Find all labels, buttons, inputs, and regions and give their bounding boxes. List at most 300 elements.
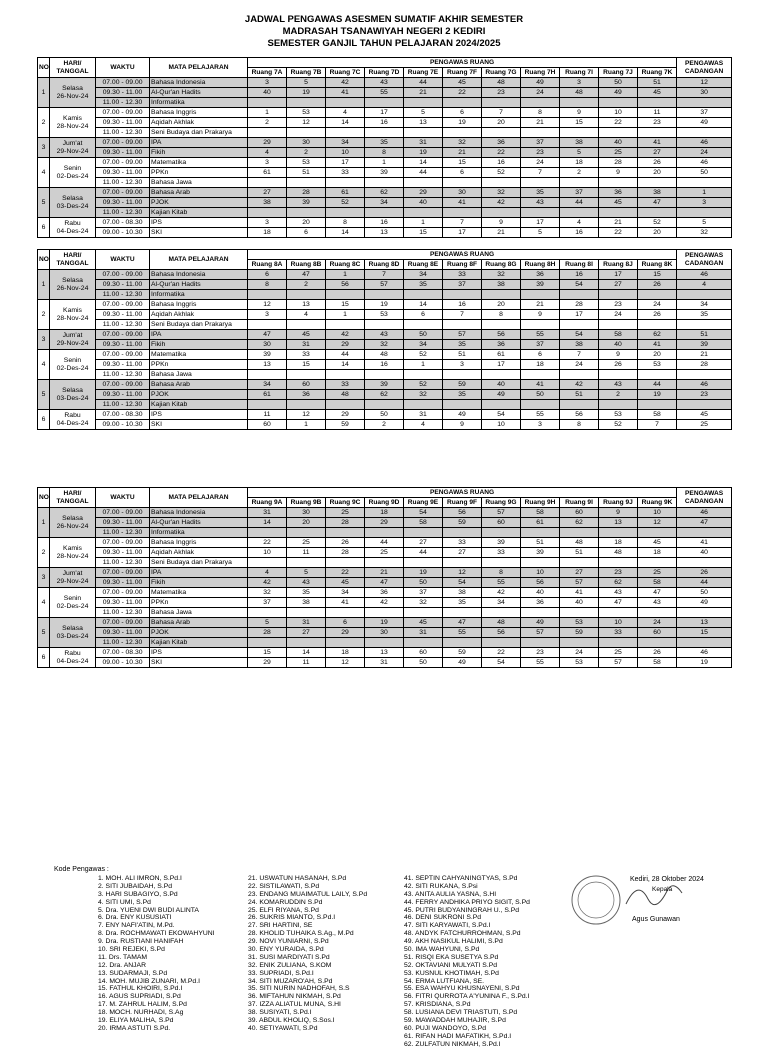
subject-name: Matematika [150, 350, 248, 360]
supervisor-code: 45 [287, 330, 326, 340]
header-no: NO [38, 58, 50, 78]
supervisor-code [443, 320, 482, 330]
supervisor-code [482, 178, 521, 188]
header-semester: SEMESTER GANJIL TAHUN PELAJARAN 2024/2025 [267, 38, 501, 49]
supervisor-code [443, 558, 482, 568]
supervisor-code: 39 [287, 198, 326, 208]
supervisor-code: 56 [482, 330, 521, 340]
day-date: Selasa 03-Des-24 [50, 618, 96, 648]
room-header: Ruang 7D [365, 68, 404, 78]
session-time: 09.00 - 10.30 [96, 658, 150, 668]
supervisor-code: 48 [482, 78, 521, 88]
pengawas-item: 24. KOMARUDDIN S.Pd [248, 898, 323, 906]
supervisor-code: 15 [560, 118, 599, 128]
supervisor-code: 16 [560, 228, 599, 238]
session-time: 11.00 - 12.30 [96, 128, 150, 138]
supervisor-code: 19 [404, 568, 443, 578]
room-header: Ruang 8F [443, 260, 482, 270]
supervisor-code: 11 [248, 410, 287, 420]
supervisor-code [521, 208, 560, 218]
supervisor-code: 30 [287, 508, 326, 518]
supervisor-code: 56 [482, 628, 521, 638]
reserve-code: 12 [677, 78, 732, 88]
subject-name: Fikih [150, 148, 248, 158]
supervisor-code: 40 [521, 588, 560, 598]
supervisor-code: 60 [560, 508, 599, 518]
room-header: Ruang 8E [404, 260, 443, 270]
supervisor-code: 34 [248, 380, 287, 390]
room-header: Ruang 7J [599, 68, 638, 78]
reserve-code [677, 608, 732, 618]
supervisor-code [404, 608, 443, 618]
room-header: Ruang 8D [365, 260, 404, 270]
supervisor-code [326, 290, 365, 300]
supervisor-code [365, 370, 404, 380]
supervisor-code: 52 [482, 168, 521, 178]
supervisor-code [326, 528, 365, 538]
supervisor-code: 58 [599, 330, 638, 340]
supervisor-code: 51 [521, 538, 560, 548]
day-number: 4 [38, 588, 50, 618]
room-header: Ruang 9J [599, 498, 638, 508]
supervisor-code: 31 [404, 138, 443, 148]
subject-name: Kajian Kitab [150, 400, 248, 410]
subject-name: Bahasa Arab [150, 618, 248, 628]
session-time: 09.30 - 11.00 [96, 360, 150, 370]
supervisor-code: 17 [443, 228, 482, 238]
session-time: 09.30 - 11.00 [96, 578, 150, 588]
reserve-code: 28 [677, 360, 732, 370]
supervisor-code [287, 208, 326, 218]
supervisor-code: 18 [599, 538, 638, 548]
supervisor-code: 56 [443, 508, 482, 518]
table-row [38, 390, 732, 400]
session-time: 07.00 - 09.00 [96, 350, 150, 360]
day-number: 1 [38, 78, 50, 108]
pengawas-item: 33. SUPRIADI, S.Pd.I [248, 969, 314, 977]
subject-name: Bahasa Indonesia [150, 508, 248, 518]
supervisor-code: 37 [521, 138, 560, 148]
supervisor-code: 62 [365, 390, 404, 400]
supervisor-code: 58 [404, 518, 443, 528]
session-time: 09.30 - 11.00 [96, 390, 150, 400]
supervisor-code: 32 [404, 390, 443, 400]
supervisor-code: 43 [599, 588, 638, 598]
pengawas-item: 19. ELIYA MALIHA, S.Pd [98, 1017, 174, 1025]
session-time: 09.00 - 10.30 [96, 420, 150, 430]
supervisor-code [326, 178, 365, 188]
table-row [38, 400, 732, 410]
supervisor-code: 30 [443, 188, 482, 198]
supervisor-code: 41 [326, 88, 365, 98]
day-number: 2 [38, 538, 50, 568]
supervisor-code: 40 [248, 88, 287, 98]
supervisor-code: 3 [443, 360, 482, 370]
reserve-code [677, 98, 732, 108]
subject-name: PPKn [150, 360, 248, 370]
supervisor-code: 10 [326, 148, 365, 158]
supervisor-code: 27 [443, 548, 482, 558]
supervisor-code: 37 [443, 280, 482, 290]
supervisor-code: 60 [482, 518, 521, 528]
supervisor-code: 6 [248, 270, 287, 280]
supervisor-code: 34 [404, 270, 443, 280]
supervisor-code: 39 [521, 280, 560, 290]
session-time: 09.30 - 11.00 [96, 88, 150, 98]
pengawas-item: 11. Drs. TAMAM [98, 953, 148, 961]
supervisor-code: 48 [560, 88, 599, 98]
reserve-code: 50 [677, 588, 732, 598]
supervisor-code: 25 [599, 648, 638, 658]
supervisor-code [248, 290, 287, 300]
table-row [38, 598, 732, 608]
supervisor-code: 11 [287, 658, 326, 668]
supervisor-code: 57 [365, 280, 404, 290]
supervisor-code: 15 [287, 360, 326, 370]
pengawas-item: 49. AKH NASIKUL HALIMI, S.Pd [404, 938, 503, 946]
supervisor-code [248, 528, 287, 538]
supervisor-code: 9 [599, 350, 638, 360]
pengawas-item: 15. FATHUL KHOIRI, S.Pd.I [98, 985, 183, 993]
table-row [38, 300, 732, 310]
supervisor-code: 60 [248, 420, 287, 430]
supervisor-code [482, 400, 521, 410]
supervisor-code: 40 [482, 380, 521, 390]
subject-name: Aqidah Akhlak [150, 548, 248, 558]
supervisor-code [365, 558, 404, 568]
supervisor-code [560, 400, 599, 410]
subject-name: Al-Qur'an Hadits [150, 280, 248, 290]
reserve-code: 23 [677, 390, 732, 400]
day-date: Rabu 04-Des-24 [50, 648, 96, 668]
supervisor-code: 9 [599, 508, 638, 518]
subject-name: PJOK [150, 390, 248, 400]
day-date: Senin 02-Des-24 [50, 158, 96, 188]
supervisor-code: 17 [599, 270, 638, 280]
supervisor-code [638, 320, 677, 330]
supervisor-code: 49 [521, 618, 560, 628]
session-time: 11.00 - 12.30 [96, 208, 150, 218]
day-date: Senin 02-Des-24 [50, 588, 96, 618]
supervisor-code: 53 [638, 360, 677, 370]
supervisor-code [521, 320, 560, 330]
header-pengawas-cadangan: PENGAWAS CADANGAN [677, 58, 732, 78]
supervisor-code: 54 [482, 658, 521, 668]
supervisor-code: 14 [287, 648, 326, 658]
pengawas-item: 53. KUSNUL KHOTIMAH, S.Pd [404, 969, 499, 977]
supervisor-code: 24 [638, 618, 677, 628]
supervisor-code: 2 [287, 148, 326, 158]
supervisor-code: 50 [521, 390, 560, 400]
supervisor-code: 37 [404, 588, 443, 598]
supervisor-code: 52 [404, 380, 443, 390]
supervisor-code [404, 178, 443, 188]
supervisor-code [482, 370, 521, 380]
supervisor-code: 4 [248, 568, 287, 578]
supervisor-code: 24 [560, 360, 599, 370]
supervisor-code: 44 [326, 350, 365, 360]
pengawas-list-col3 [404, 875, 530, 1049]
session-time: 07.00 - 08.30 [96, 648, 150, 658]
supervisor-code: 5 [287, 568, 326, 578]
reserve-code: 1 [677, 188, 732, 198]
room-header: Ruang 9D [365, 498, 404, 508]
supervisor-code: 61 [326, 188, 365, 198]
pengawas-list-col1 [98, 875, 215, 1033]
supervisor-code: 26 [326, 538, 365, 548]
supervisor-code: 4 [326, 108, 365, 118]
supervisor-code [521, 400, 560, 410]
supervisor-code: 44 [404, 78, 443, 88]
subject-name: PJOK [150, 628, 248, 638]
supervisor-code: 6 [521, 350, 560, 360]
supervisor-code: 45 [443, 78, 482, 88]
supervisor-code [482, 98, 521, 108]
supervisor-code: 26 [638, 158, 677, 168]
supervisor-code: 26 [638, 310, 677, 320]
supervisor-code: 32 [482, 188, 521, 198]
table-row [38, 270, 732, 280]
header-no: NO [38, 250, 50, 270]
supervisor-code [599, 290, 638, 300]
supervisor-code: 8 [326, 218, 365, 228]
supervisor-code: 60 [638, 628, 677, 638]
supervisor-code [248, 370, 287, 380]
day-number: 1 [38, 508, 50, 538]
subject-name: Seni Budaya dan Prakarya [150, 128, 248, 138]
supervisor-code [521, 98, 560, 108]
session-time: 09.30 - 11.00 [96, 628, 150, 638]
supervisor-code [404, 98, 443, 108]
subject-name: Matematika [150, 588, 248, 598]
supervisor-code: 14 [248, 518, 287, 528]
supervisor-code [521, 370, 560, 380]
pengawas-item: 54. ERMA LUTFIANA, SE. [404, 977, 485, 985]
pengawas-item: 47. SITI KARYAWATI, S.Pd.I [404, 922, 491, 930]
supervisor-code: 27 [248, 188, 287, 198]
day-date: Selasa 26-Nov-24 [50, 270, 96, 300]
supervisor-code: 38 [560, 340, 599, 350]
supervisor-code [638, 528, 677, 538]
supervisor-code: 32 [404, 598, 443, 608]
supervisor-code [404, 290, 443, 300]
supervisor-code [365, 528, 404, 538]
session-time: 09.30 - 11.00 [96, 198, 150, 208]
supervisor-code: 24 [638, 300, 677, 310]
supervisor-code: 10 [248, 548, 287, 558]
header-hari-tanggal: HARI/ TANGGAL [50, 250, 96, 270]
pengawas-item: 32. ENIK ZULIANA, S.KOM [248, 961, 332, 969]
supervisor-code: 53 [560, 658, 599, 668]
supervisor-code: 25 [638, 568, 677, 578]
session-time: 09.30 - 11.00 [96, 518, 150, 528]
subject-name: SKI [150, 658, 248, 668]
supervisor-code: 13 [365, 228, 404, 238]
supervisor-code: 18 [560, 158, 599, 168]
reserve-code: 37 [677, 108, 732, 118]
table-row [38, 370, 732, 380]
supervisor-code: 40 [404, 198, 443, 208]
supervisor-code [443, 528, 482, 538]
session-time: 09.30 - 11.00 [96, 340, 150, 350]
header-pengawas-ruang: PENGAWAS RUANG [248, 250, 677, 260]
subject-name: Informatika [150, 528, 248, 538]
supervisor-code: 59 [443, 648, 482, 658]
day-date: Kamis 28-Nov-24 [50, 300, 96, 330]
supervisor-code: 37 [248, 598, 287, 608]
supervisor-code: 6 [404, 310, 443, 320]
pengawas-item: 18. MOCH. NURHADI, S.Ag [98, 1009, 184, 1017]
supervisor-code: 24 [521, 158, 560, 168]
supervisor-code: 6 [326, 618, 365, 628]
subject-name: SKI [150, 420, 248, 430]
table-row [38, 98, 732, 108]
pengawas-item: 58. LUSIANA DEVI TRIASTUTI, S.Pd [404, 1009, 518, 1017]
supervisor-code: 47 [443, 618, 482, 628]
session-time: 07.00 - 09.00 [96, 538, 150, 548]
table-row [38, 340, 732, 350]
supervisor-code: 21 [404, 88, 443, 98]
supervisor-code: 29 [248, 658, 287, 668]
supervisor-code [443, 128, 482, 138]
supervisor-code: 57 [443, 330, 482, 340]
supervisor-code: 38 [443, 588, 482, 598]
supervisor-code: 9 [482, 218, 521, 228]
supervisor-code: 38 [248, 198, 287, 208]
supervisor-code: 27 [404, 538, 443, 548]
table-row [38, 198, 732, 208]
supervisor-code [326, 128, 365, 138]
kode-pengawas-title: Kode Pengawas : [54, 866, 109, 873]
room-header: Ruang 9C [326, 498, 365, 508]
supervisor-code: 23 [521, 648, 560, 658]
session-time: 07.00 - 09.00 [96, 588, 150, 598]
table-row [38, 420, 732, 430]
day-date: Jum'at 29-Nov-24 [50, 568, 96, 588]
pengawas-item: 27. SRI HARTINI, SE [248, 922, 313, 930]
supervisor-code [287, 638, 326, 648]
supervisor-code: 45 [638, 88, 677, 98]
pengawas-item: 59. MAWADDAH MUHAJIR, S.Pd [404, 1017, 506, 1025]
supervisor-code: 52 [599, 420, 638, 430]
session-time: 11.00 - 12.30 [96, 558, 150, 568]
supervisor-code: 16 [365, 218, 404, 228]
reserve-code: 46 [677, 138, 732, 148]
supervisor-code [599, 98, 638, 108]
session-time: 07.00 - 09.00 [96, 270, 150, 280]
supervisor-code [638, 608, 677, 618]
supervisor-code: 18 [326, 648, 365, 658]
supervisor-code: 28 [287, 188, 326, 198]
supervisor-code: 50 [599, 78, 638, 88]
table-row [38, 108, 732, 118]
session-time: 11.00 - 12.30 [96, 608, 150, 618]
supervisor-code: 49 [482, 390, 521, 400]
room-header: Ruang 8B [287, 260, 326, 270]
supervisor-code: 35 [443, 390, 482, 400]
supervisor-code [443, 98, 482, 108]
room-header: Ruang 8I [560, 260, 599, 270]
subject-name: Bahasa Indonesia [150, 78, 248, 88]
supervisor-code: 47 [248, 330, 287, 340]
supervisor-code: 34 [404, 340, 443, 350]
supervisor-code [365, 178, 404, 188]
subject-name: IPS [150, 410, 248, 420]
supervisor-code [482, 558, 521, 568]
table-row [38, 88, 732, 98]
supervisor-code [599, 638, 638, 648]
supervisor-code [599, 128, 638, 138]
subject-name: IPA [150, 568, 248, 578]
supervisor-code: 1 [248, 108, 287, 118]
supervisor-code: 61 [248, 168, 287, 178]
supervisor-code: 7 [365, 270, 404, 280]
supervisor-code: 14 [326, 118, 365, 128]
supervisor-code: 25 [365, 548, 404, 558]
supervisor-code [326, 558, 365, 568]
header-mata-pelajaran: MATA PELAJARAN [150, 250, 248, 270]
supervisor-code: 20 [482, 118, 521, 128]
supervisor-code: 34 [326, 588, 365, 598]
supervisor-code: 8 [248, 280, 287, 290]
table-row [38, 628, 732, 638]
supervisor-code [638, 208, 677, 218]
supervisor-code [443, 290, 482, 300]
supervisor-code: 37 [560, 188, 599, 198]
supervisor-code: 43 [365, 330, 404, 340]
supervisor-code: 21 [521, 118, 560, 128]
supervisor-code: 18 [638, 548, 677, 558]
table-row [38, 568, 732, 578]
reserve-code: 25 [677, 420, 732, 430]
subject-name: Bahasa Inggris [150, 108, 248, 118]
supervisor-code: 7 [638, 420, 677, 430]
supervisor-code: 57 [599, 658, 638, 668]
supervisor-code: 36 [482, 340, 521, 350]
supervisor-code [326, 638, 365, 648]
supervisor-code [560, 638, 599, 648]
supervisor-code: 10 [521, 568, 560, 578]
supervisor-code: 17 [365, 108, 404, 118]
supervisor-code: 1 [365, 158, 404, 168]
supervisor-code: 49 [443, 658, 482, 668]
room-header: Ruang 9I [560, 498, 599, 508]
reserve-code: 21 [677, 350, 732, 360]
table-row [38, 218, 732, 228]
supervisor-code [287, 558, 326, 568]
supervisor-code: 8 [521, 108, 560, 118]
session-time: 11.00 - 12.30 [96, 178, 150, 188]
supervisor-code: 14 [404, 300, 443, 310]
supervisor-code [599, 400, 638, 410]
supervisor-code: 54 [443, 578, 482, 588]
reserve-code [677, 558, 732, 568]
pengawas-item: 45. PUTRI BUDYANINGRAH U., S.Pd [404, 906, 520, 914]
supervisor-code: 23 [521, 148, 560, 158]
supervisor-code: 17 [482, 360, 521, 370]
supervisor-code: 48 [326, 390, 365, 400]
supervisor-code: 35 [365, 138, 404, 148]
supervisor-code [287, 98, 326, 108]
subject-name: IPA [150, 138, 248, 148]
supervisor-code: 29 [404, 188, 443, 198]
supervisor-code: 39 [365, 168, 404, 178]
subject-name: Fikih [150, 340, 248, 350]
supervisor-code: 40 [599, 138, 638, 148]
supervisor-code [404, 638, 443, 648]
supervisor-code: 52 [326, 198, 365, 208]
supervisor-code [365, 608, 404, 618]
